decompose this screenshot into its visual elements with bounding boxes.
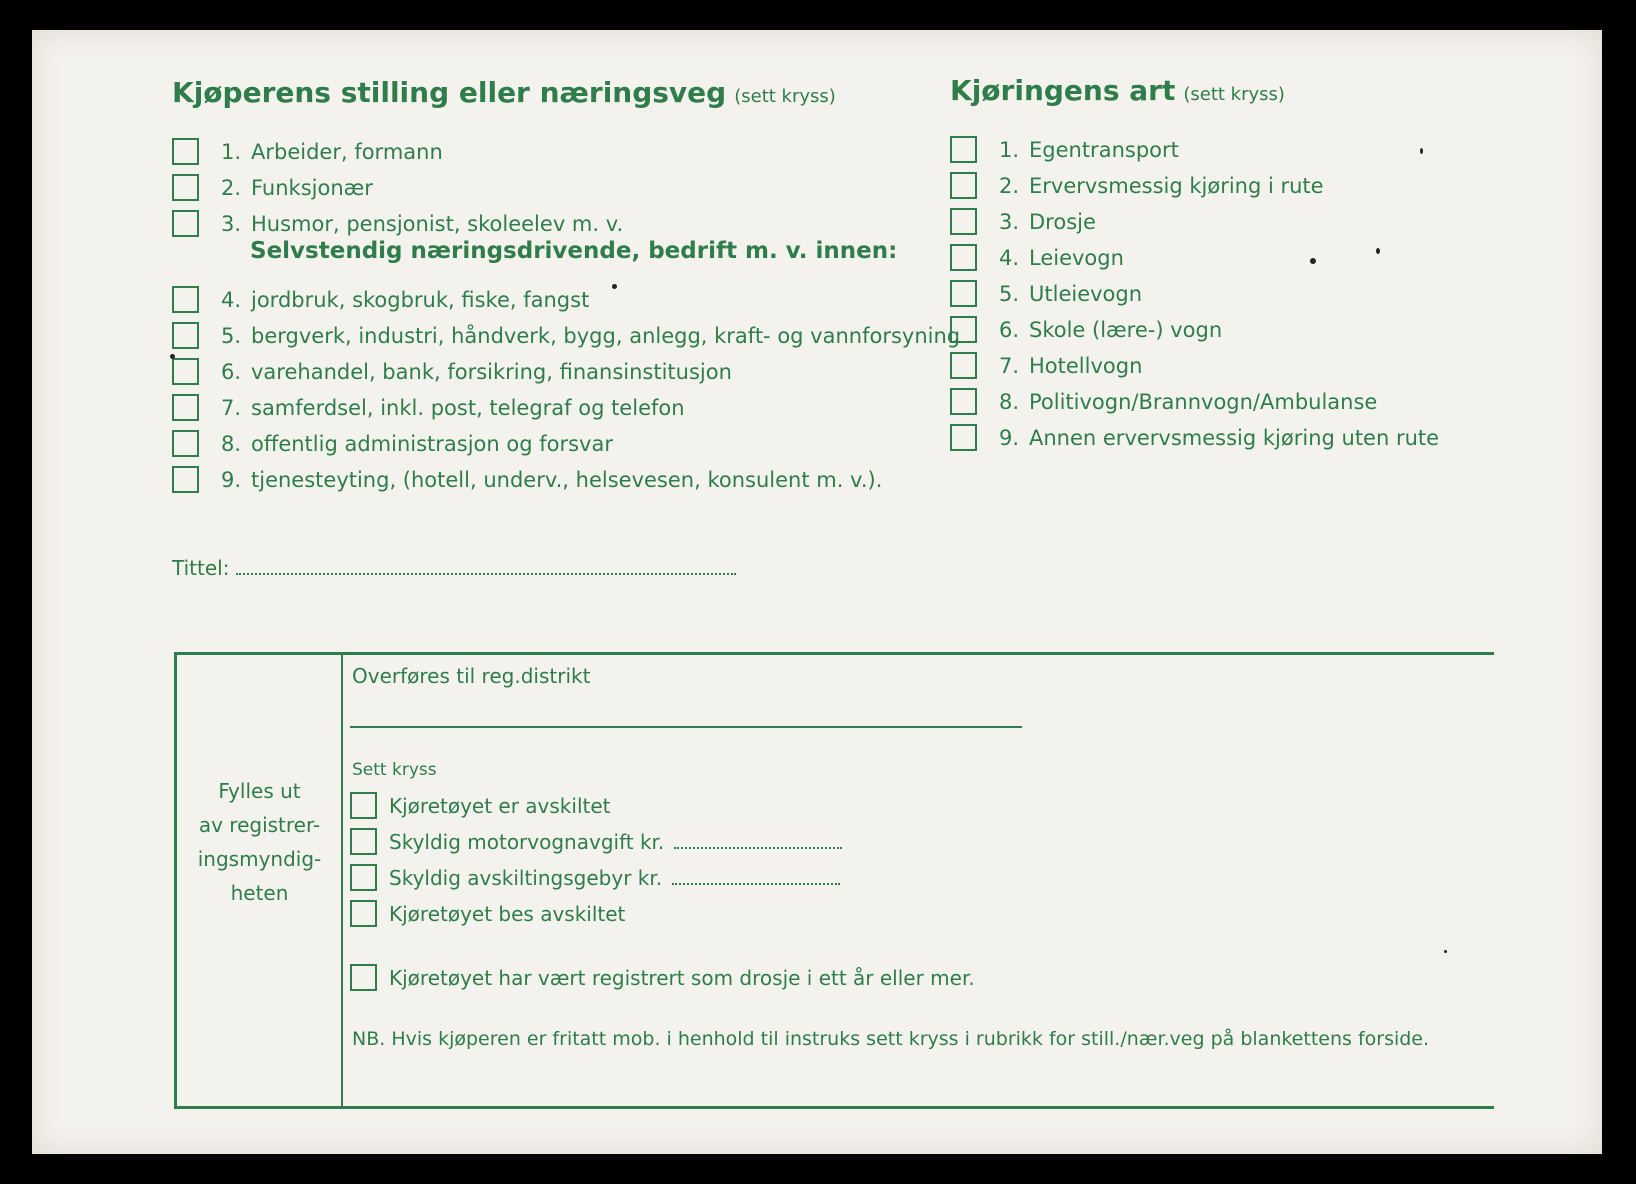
item-number: 9. bbox=[999, 425, 1020, 450]
checkbox[interactable] bbox=[172, 286, 199, 313]
registry-bottom-border bbox=[174, 1106, 1494, 1109]
checkbox[interactable] bbox=[172, 174, 199, 201]
right-section-title bbox=[950, 74, 1285, 107]
item-label: Politivogn/Brannvogn/Ambulanse bbox=[1029, 389, 1378, 414]
item-number: 9. bbox=[221, 467, 242, 492]
item-number: 6. bbox=[999, 317, 1020, 342]
item-number: 3. bbox=[999, 209, 1020, 234]
item-label: Skole (lære-) vogn bbox=[1029, 317, 1223, 342]
checkbox[interactable] bbox=[172, 466, 199, 493]
dust-speck bbox=[1310, 258, 1316, 264]
side-label-line: av registrer- bbox=[198, 813, 321, 837]
checkbox[interactable] bbox=[950, 244, 977, 271]
item-label: Egentransport bbox=[1029, 137, 1179, 162]
item-label: bergverk, industri, håndverk, bygg, anlegg, kraft- og vannforsyning bbox=[251, 323, 961, 348]
check-label: Kjøretøyet er avskiltet bbox=[389, 793, 611, 818]
registry-top-border bbox=[174, 652, 1494, 655]
checkbox[interactable] bbox=[950, 136, 977, 163]
checkbox[interactable] bbox=[172, 430, 199, 457]
amount-dotted-line[interactable] bbox=[674, 835, 842, 849]
checkbox[interactable] bbox=[950, 352, 977, 379]
item-label: Hotellvogn bbox=[1029, 353, 1143, 378]
item-label: Ervervsmessig kjøring i rute bbox=[1029, 173, 1324, 198]
tittel-field[interactable] bbox=[172, 556, 736, 580]
registry-side-label bbox=[182, 774, 337, 910]
item-label: varehandel, bank, forsikring, finansinstitusjon bbox=[251, 359, 732, 384]
item-label: Husmor, pensjonist, skoleelev m. v. bbox=[251, 211, 624, 236]
item-label: Arbeider, formann bbox=[251, 139, 443, 164]
amount-dotted-line[interactable] bbox=[672, 871, 840, 885]
item-label: Funksjonær bbox=[251, 175, 373, 200]
check-label: Skyldig avskiltingsgebyr kr. bbox=[389, 865, 663, 890]
item-number: 3. bbox=[221, 211, 242, 236]
right-item-5 bbox=[950, 280, 1142, 307]
side-label-line: heten bbox=[230, 881, 289, 905]
checkbox[interactable] bbox=[172, 358, 199, 385]
right-item-3 bbox=[950, 208, 1096, 235]
item-label: samferdsel, inkl. post, telegraf og telefon bbox=[251, 395, 685, 420]
left-item-9 bbox=[172, 466, 882, 493]
item-number: 8. bbox=[999, 389, 1020, 414]
self-employed-subheading: Selvstendig næringsdrivende, bedrift m. v. innen: bbox=[250, 238, 898, 264]
right-item-6 bbox=[950, 316, 1222, 343]
checkbox[interactable] bbox=[950, 424, 977, 451]
right-title-text: Kjøringens art bbox=[950, 74, 1176, 107]
transfer-label: Overføres til reg.distrikt bbox=[352, 664, 591, 688]
item-label: Utleievogn bbox=[1029, 281, 1143, 306]
dust-speck bbox=[170, 354, 175, 359]
right-item-7 bbox=[950, 352, 1142, 379]
item-number: 2. bbox=[999, 173, 1020, 198]
item-number: 4. bbox=[999, 245, 1020, 270]
right-item-1 bbox=[950, 136, 1179, 163]
checkbox[interactable] bbox=[350, 900, 377, 927]
checkbox[interactable] bbox=[172, 138, 199, 165]
item-number: 1. bbox=[999, 137, 1020, 162]
item-number: 2. bbox=[221, 175, 242, 200]
checkbox[interactable] bbox=[950, 316, 977, 343]
check-bes-avskiltet bbox=[350, 900, 625, 927]
dust-speck bbox=[612, 284, 617, 289]
check-drosje bbox=[350, 964, 975, 991]
dust-speck bbox=[1444, 950, 1447, 953]
left-title-text: Kjøperens stilling eller næringsveg bbox=[172, 76, 727, 109]
check-avskiltet bbox=[350, 792, 611, 819]
item-number: 5. bbox=[221, 323, 242, 348]
check-avskiltingsgebyr bbox=[350, 864, 840, 891]
dust-speck bbox=[1376, 248, 1380, 254]
form-sheet bbox=[32, 30, 1602, 1154]
item-number: 6. bbox=[221, 359, 242, 384]
dust-speck bbox=[1420, 148, 1423, 154]
left-item-8 bbox=[172, 430, 613, 457]
right-item-8 bbox=[950, 388, 1377, 415]
item-number: 1. bbox=[221, 139, 242, 164]
right-item-2 bbox=[950, 172, 1324, 199]
checkbox[interactable] bbox=[350, 792, 377, 819]
item-number: 7. bbox=[999, 353, 1020, 378]
checkbox[interactable] bbox=[350, 828, 377, 855]
left-item-4 bbox=[172, 286, 589, 313]
item-label: Annen ervervsmessig kjøring uten rute bbox=[1029, 425, 1440, 450]
tittel-label: Tittel: bbox=[172, 556, 230, 580]
right-title-note: (sett kryss) bbox=[1183, 84, 1285, 105]
item-label: Leievogn bbox=[1029, 245, 1124, 270]
item-number: 5. bbox=[999, 281, 1020, 306]
registry-divider bbox=[341, 652, 343, 1108]
checkbox[interactable] bbox=[950, 388, 977, 415]
item-number: 4. bbox=[221, 287, 242, 312]
registry-left-border bbox=[174, 652, 177, 1108]
right-item-4 bbox=[950, 244, 1124, 271]
left-item-6 bbox=[172, 358, 732, 385]
left-section-title bbox=[172, 76, 836, 109]
left-item-5 bbox=[172, 322, 960, 349]
transfer-district-line[interactable] bbox=[350, 726, 1022, 728]
checkbox[interactable] bbox=[172, 210, 199, 237]
checkbox[interactable] bbox=[950, 172, 977, 199]
side-label-line: Fylles ut bbox=[218, 779, 301, 803]
checkbox[interactable] bbox=[950, 280, 977, 307]
right-item-9 bbox=[950, 424, 1439, 451]
left-item-2 bbox=[172, 174, 373, 201]
left-item-3 bbox=[172, 210, 623, 237]
tittel-dotted-line[interactable] bbox=[236, 559, 736, 575]
check-label: Kjøretøyet har vært registrert som drosje i ett år eller mer. bbox=[389, 965, 975, 990]
sett-kryss-label: Sett kryss bbox=[352, 760, 437, 780]
item-label: tjenesteyting, (hotell, underv., helsevesen, konsulent m. v.). bbox=[251, 467, 883, 492]
checkbox[interactable] bbox=[350, 964, 377, 991]
check-label: Skyldig motorvognavgift kr. bbox=[389, 829, 665, 854]
left-item-1 bbox=[172, 138, 443, 165]
item-number: 7. bbox=[221, 395, 242, 420]
item-label: jordbruk, skogbruk, fiske, fangst bbox=[251, 287, 590, 312]
checkbox[interactable] bbox=[350, 864, 377, 891]
side-label-line: ingsmyndig- bbox=[197, 847, 322, 871]
checkbox[interactable] bbox=[950, 208, 977, 235]
check-label: Kjøretøyet bes avskiltet bbox=[389, 901, 626, 926]
check-motorvognavgift bbox=[350, 828, 842, 855]
item-label: offentlig administrasjon og forsvar bbox=[251, 431, 613, 456]
left-item-7 bbox=[172, 394, 685, 421]
nb-note: NB. Hvis kjøperen er fritatt mob. i henhold til instruks sett kryss i rubrikk for still./nær.veg på blankettens forside. bbox=[352, 1028, 1430, 1050]
checkbox[interactable] bbox=[172, 394, 199, 421]
left-title-note: (sett kryss) bbox=[734, 86, 836, 107]
checkbox[interactable] bbox=[172, 322, 199, 349]
item-number: 8. bbox=[221, 431, 242, 456]
item-label: Drosje bbox=[1029, 209, 1096, 234]
